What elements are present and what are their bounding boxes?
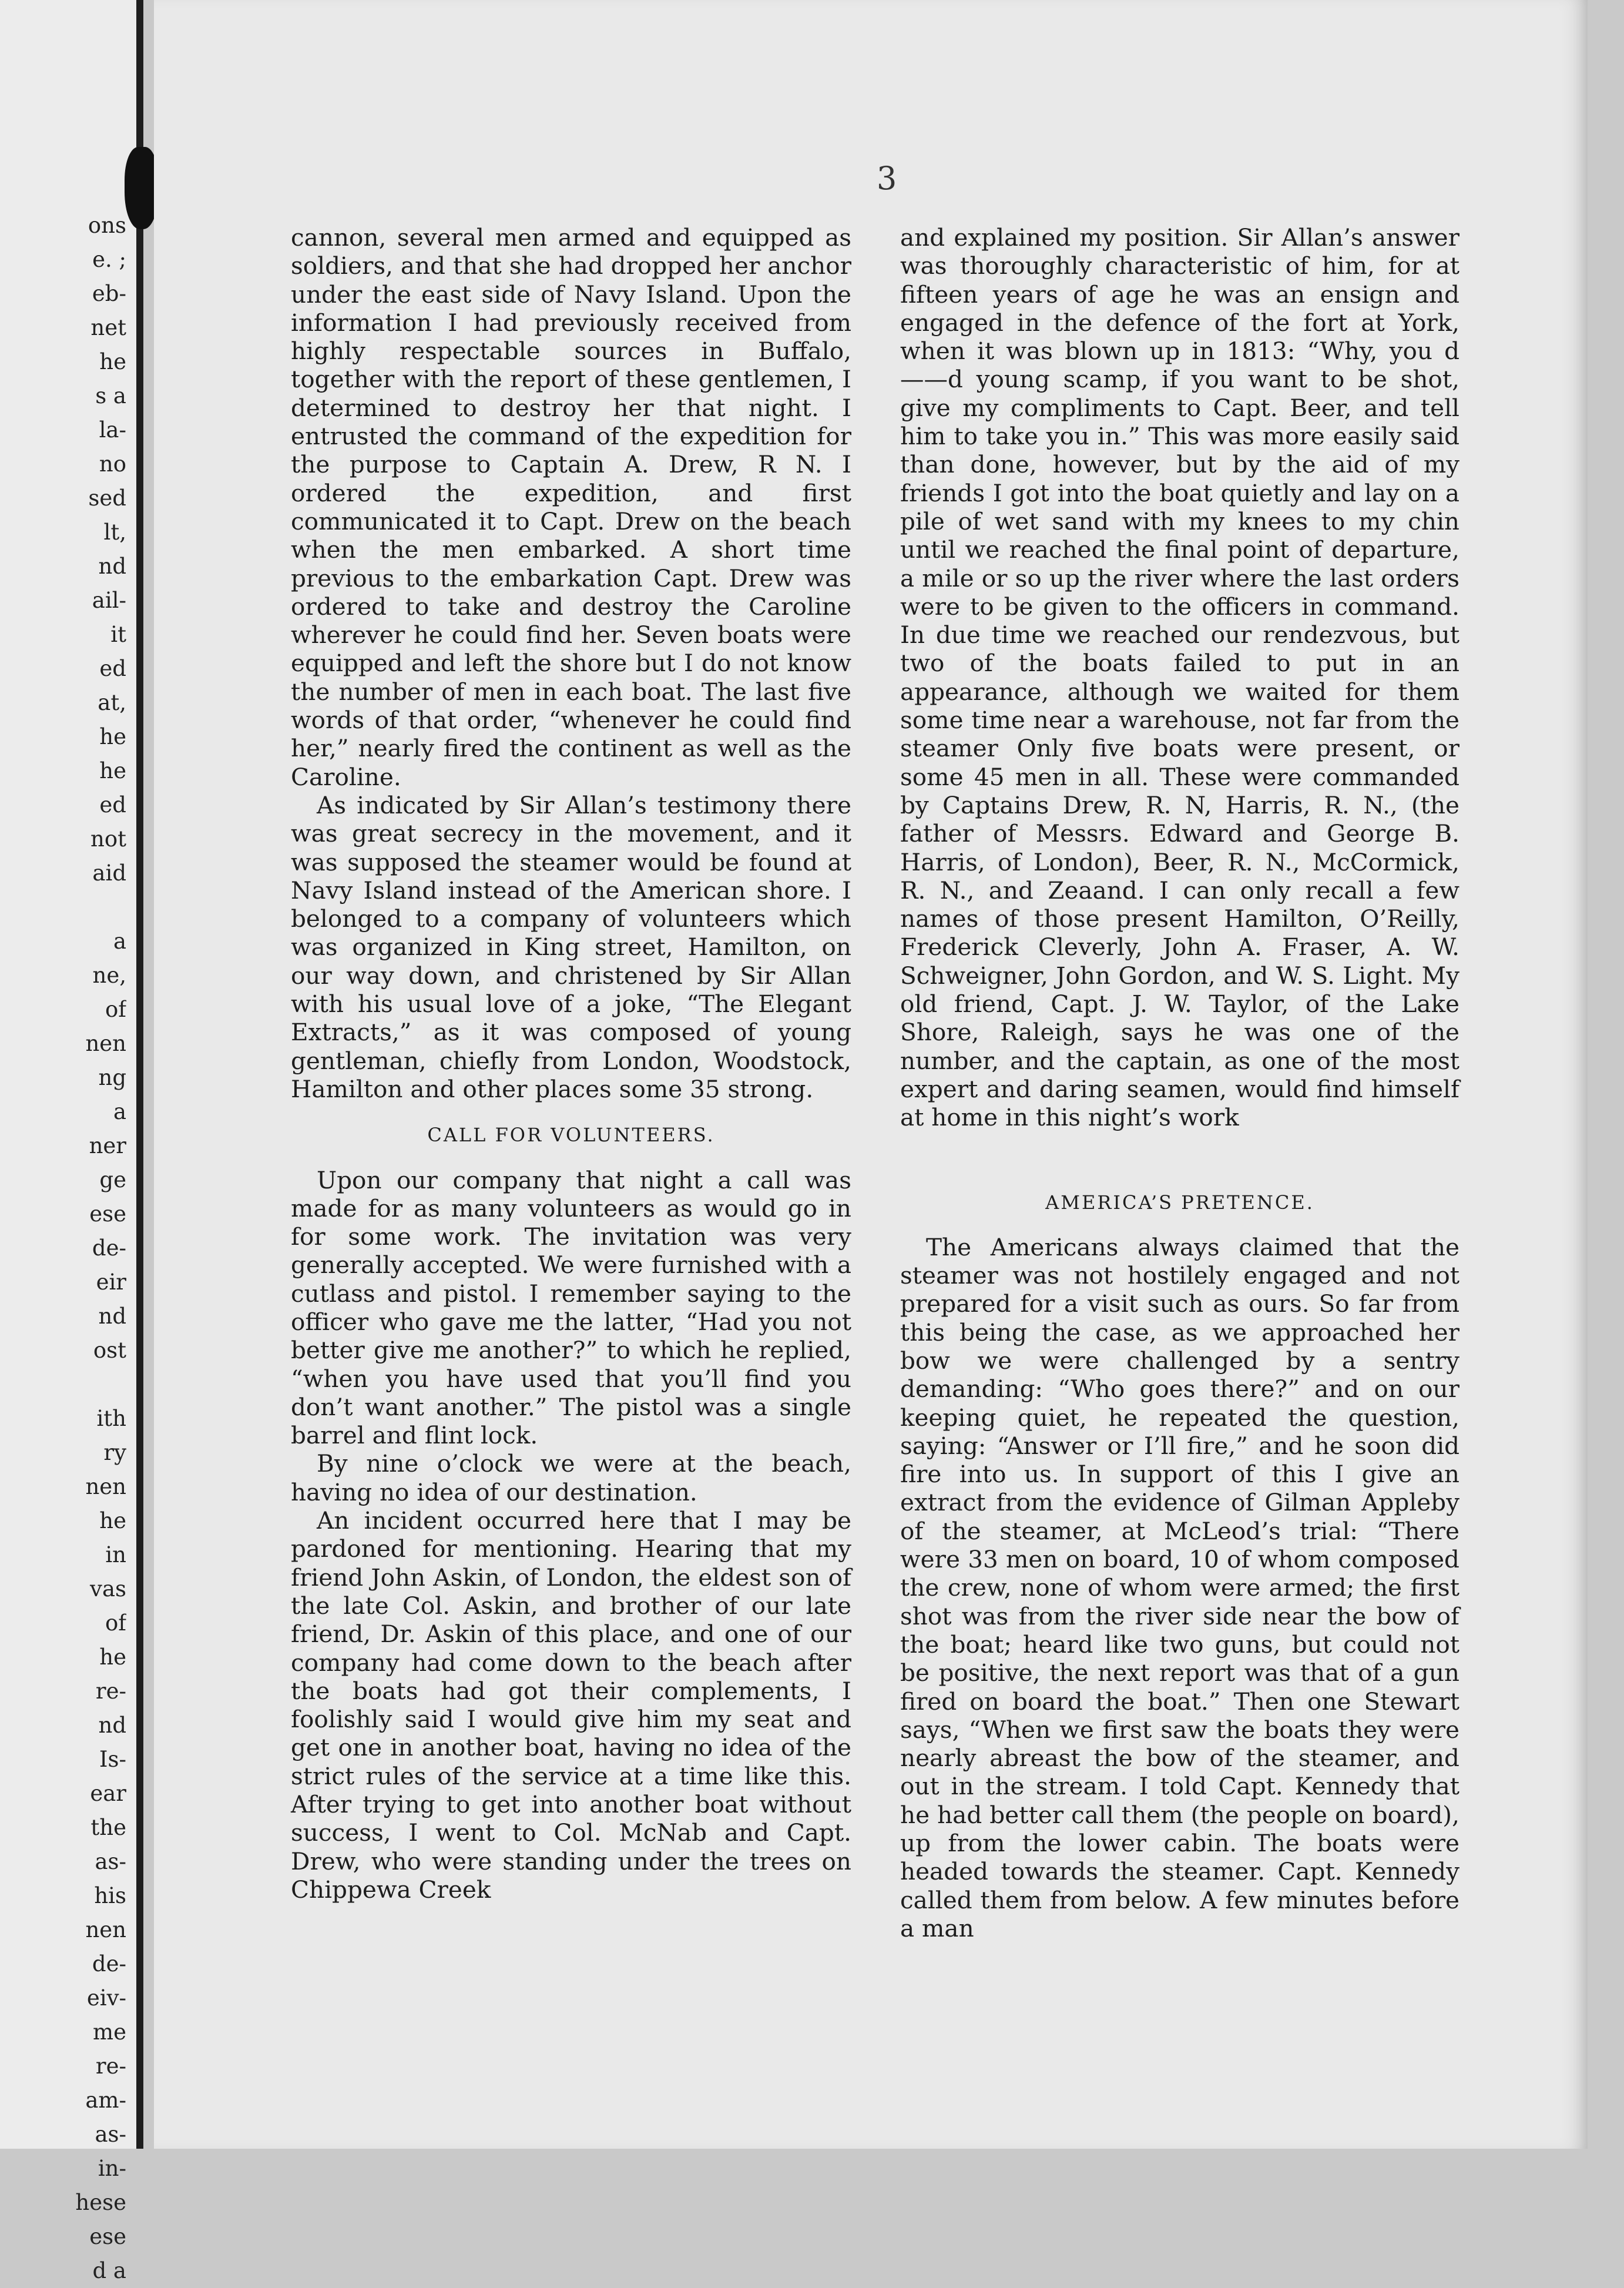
adjacent-page-fragment: me — [93, 2019, 126, 2045]
adjacent-page-strip — [0, 0, 141, 2283]
document-page — [154, 0, 1588, 2149]
adjacent-page-fragment: ed — [99, 656, 126, 681]
adjacent-page-fragment: not — [90, 826, 126, 852]
adjacent-page-fragment: the — [90, 1815, 126, 1840]
adjacent-page-fragment: of — [105, 997, 126, 1022]
adjacent-page-fragment: as- — [95, 1849, 126, 1874]
adjacent-page-fragment: d a — [92, 2258, 126, 2283]
paragraph: and explained my position. Sir Allan’s answer was thoroughly characteristic of him, for at fifteen years of age he was an ensign and engaged in the defence of the fort at York, when it was blown up in 1813: “Why, you d——d young scamp, if you want to be shot, give my compliments to Capt. Beer, and tell him to take you in.” This was more easily said than done, however, but by the aid of my friends I got into the boat quietly and lay on a pile of wet sand with my knees to my chin until we reached the final point of departure, a mile or so up the river where the last orders were to be given to the officers in command. In due time we reached our rendezvous, but two of the boats failed to put in an appearance, although we waited for them some time near a warehouse, not far from the steamer Only five boats were present, or some 45 men in all. These were commanded by Captains Drew, R. N, Harris, R. N., (the father of Messrs. Edward and George B. Harris, of London), Beer, R. N., McCormick, R. N., and Zeaand. I can only recall a few names of those present Hamilton, O’Reilly, Frederick Cleverly, John A. Fraser, A. W. Schweigner, John Gordon, and W. S. Light. My old friend, Capt. J. W. Taylor, of the Lake Shore, Raleigh, says he was one of the number, and the captain, as one of the most expert and daring seamen, would find himself at home in this night’s work — [900, 223, 1459, 1132]
adjacent-page-fragment: nen — [85, 1031, 126, 1056]
adjacent-page-fragment: nd — [98, 1304, 126, 1329]
adjacent-page-fragment: ith — [96, 1406, 126, 1431]
adjacent-page-fragment: he — [99, 1644, 126, 1670]
adjacent-page-fragment: eiv- — [86, 1985, 126, 2011]
paragraph: The Americans always claimed that the steamer was not hostilely engaged and not prepared for a visit such as ours. So far from this being the case, as we approached her bow we were challenged by a sentry demanding: “Who goes there?” and on our keeping quiet, he repeated the question, saying: “Answer or I’ll fire,” and he soon did fire into us. In support of this I give an extract from the evidence of Gilman Appleby of the steamer, at McLeod’s trial: “There were 33 men on board, 10 of whom composed the crew, none of whom were armed; the first shot was from the river side near the bow of the boat; heard like two guns, but could not be positive, the next report was that of a gun fired on board the boat.” Then one Stewart says, “When we first saw the boats they were nearly abreast the bow of the steamer, and out in the stream. I told Capt. Kennedy that he had better call them (the people on board), up from the lower cabin. The boats were headed towards the steamer. Capt. Kennedy called them from below. A few minutes before a man — [900, 1232, 1459, 1942]
adjacent-page-fragment: ost — [93, 1338, 126, 1363]
adjacent-page-fragment: aid — [92, 860, 126, 886]
adjacent-page-fragment: he — [99, 1508, 126, 1533]
adjacent-page-fragment: he — [99, 758, 126, 783]
adjacent-page-fragment: it — [110, 622, 126, 647]
adjacent-page-fragment: ail- — [92, 588, 126, 613]
adjacent-page-fragment: eb- — [92, 281, 126, 306]
adjacent-page-fragment: lt, — [103, 520, 126, 545]
adjacent-page-fragment: e. ; — [92, 247, 126, 272]
adjacent-page-fragment: at, — [98, 690, 126, 715]
adjacent-page-fragment: de- — [92, 1951, 126, 1977]
adjacent-page-fragment: ng — [98, 1065, 126, 1090]
adjacent-page-fragment: nen — [85, 1474, 126, 1499]
text-column-left — [291, 223, 851, 1904]
adjacent-page-fragment: hese — [75, 2190, 126, 2215]
adjacent-page-fragment: vas — [90, 1576, 126, 1602]
adjacent-page-fragment: in- — [98, 2156, 126, 2181]
adjacent-page-fragment: Is- — [99, 1747, 126, 1772]
adjacent-page-fragment: eir — [96, 1269, 126, 1295]
section-heading: AMERICA’S PRETENCE. — [1045, 1191, 1314, 1214]
adjacent-page-fragment: ed — [99, 792, 126, 818]
adjacent-page-fragment: ner — [89, 1133, 126, 1158]
adjacent-page-fragment — [0, 890, 126, 924]
adjacent-page-fragment: re- — [95, 1679, 126, 1704]
adjacent-page-fragment: he — [99, 724, 126, 749]
adjacent-page-fragment: nd — [98, 1713, 126, 1738]
adjacent-page-fragment: la- — [99, 417, 126, 443]
adjacent-page-fragment: am- — [85, 2088, 126, 2113]
adjacent-page-fragment: net — [90, 315, 126, 340]
section-heading: CALL FOR VOLUNTEERS. — [427, 1124, 715, 1147]
adjacent-page-fragment: ry — [103, 1440, 126, 1465]
paragraph: An incident occurred here that I may be pardoned for mentioning. Hearing that my friend John Askin, of London, the eldest son of the late Col. Askin, and brother of our late friend, Dr. Askin of this place, and one of our company had come down to the beach after the boats had got their complements, I foolishly said I would give him my seat and get one in another boat, having no idea of the strict rules of the service at a time like this. After trying to get into another boat without success, I went to Col. McNab and Capt. Drew, who were standing under the trees on Chippewa Creek — [291, 1506, 851, 1904]
adjacent-page-fragment: he — [99, 349, 126, 374]
adjacent-page-fragment: in — [105, 1542, 126, 1567]
adjacent-page-fragment: nd — [98, 554, 126, 579]
adjacent-page-fragment — [0, 1368, 126, 1402]
adjacent-page-fragment: a — [113, 1099, 126, 1124]
adjacent-page-fragment: a — [113, 929, 126, 954]
page-number: 3 — [877, 160, 897, 197]
adjacent-page-fragment: s a — [95, 383, 126, 408]
adjacent-page-fragment: his — [94, 1883, 126, 1908]
adjacent-page-fragment: sed — [88, 485, 126, 511]
adjacent-page-fragment: ese — [89, 2224, 126, 2249]
adjacent-page-fragment: re- — [95, 2053, 126, 2079]
adjacent-page-fragment: as- — [95, 2122, 126, 2147]
adjacent-page-fragment: ne, — [92, 963, 126, 988]
adjacent-page-fragment: of — [105, 1610, 126, 1636]
adjacent-page-fragment: ons — [88, 213, 126, 238]
paragraph: By nine o’clock we were at the beach, having no idea of our destination. — [291, 1449, 851, 1506]
text-column-right — [900, 223, 1459, 1942]
adjacent-page-fragment: ese — [89, 1201, 126, 1227]
adjacent-page-fragment: ear — [90, 1781, 126, 1806]
paragraph: As indicated by Sir Allan’s testimony there was great secrecy in the movement, and it was supposed the steamer would be found at Navy Island instead of the American shore. I belonged to a company of volunteers which was organized in King street, Hamilton, on our way down, and christened by Sir Allan with his usual love of a joke, “The Elegant Extracts,” as it was composed of young gentleman, chiefly from London, Woodstock, Hamilton and other places some 35 strong. — [291, 790, 851, 1103]
adjacent-page-text — [0, 209, 126, 2288]
adjacent-page-fragment: no — [99, 451, 126, 477]
paragraph: Upon our company that night a call was made for as many volunteers as would go in for some work. The invitation was very generally accepted. We were furnished with a cutlass and pistol. I remember saying to the officer who gave me the latter, “Had you not better give me another?” to which he replied, “when you have used that you’ll find you don’t want another.” The pistol was a single barrel and flint lock. — [291, 1165, 851, 1450]
adjacent-page-fragment: nen — [85, 1917, 126, 1942]
paragraph: cannon, several men armed and equipped as soldiers, and that she had dropped her anchor under the east side of Navy Island. Upon the information I had previously received from highly respectable sources in Buffalo, together with the report of these gentlemen, I determined to destroy her that night. I entrusted the command of the expedition for the purpose to Captain A. Drew, R N. I ordered the expedition, and first communicated it to Capt. Drew on the beach when the men embarked. A short time previous to the embarkation Capt. Drew was ordered to take and destroy the Caroline wherever he could find her. Seven boats were equipped and left the shore but I do not know the number of men in each boat. The last five words of that order, “whenever he could find her,” nearly fired the continent as well as the Caroline. — [291, 223, 851, 791]
adjacent-page-fragment: ge — [99, 1167, 126, 1192]
binding-edge — [136, 0, 143, 2149]
adjacent-page-fragment: de- — [92, 1235, 126, 1261]
